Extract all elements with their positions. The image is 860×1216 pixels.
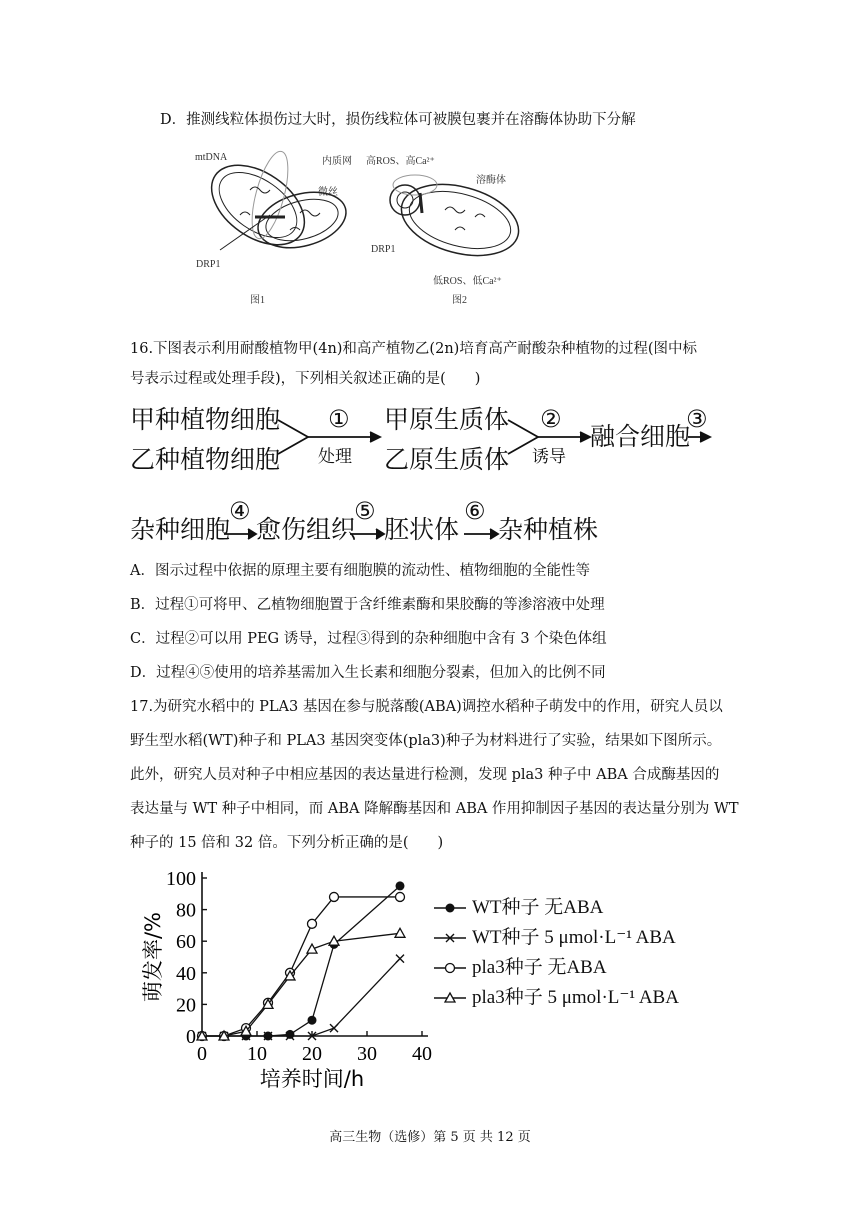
label-drp1-fig1: DRP1: [196, 259, 221, 270]
q16-option-d: D．过程④⑤使用的培养基需加入生长素和细胞分裂素，但加入的比例不同: [130, 665, 606, 681]
flow-step3: ③: [686, 405, 708, 433]
legend-marker-1: [446, 904, 455, 913]
legend-label-wt-aba: WT种子 5 μmol·L⁻¹ ABA: [472, 927, 676, 948]
flow-hybrid-plant: 杂种植株: [498, 515, 599, 544]
data-point-series-3: [330, 892, 339, 901]
page-footer: 高三生物（选修）第 5 页 共 12 页: [329, 1130, 531, 1145]
data-point-series-4: [395, 928, 405, 937]
legend-label-pla3-aba: pla3种子 5 μmol·L⁻¹ ABA: [472, 987, 679, 1008]
y-tick-label: 40: [176, 962, 196, 985]
y-axis-label: 萌发率/%: [141, 911, 165, 1003]
legend-label-wt-no-aba: WT种子 无ABA: [472, 897, 604, 918]
flow-cell-a: 甲种植物细胞: [130, 405, 281, 434]
q17-stem-line3: 此外，研究人员对种子中相应基因的表达量进行检测，发现 pla3 种子中 ABA 合成酶基因的: [130, 767, 720, 783]
germination-chart: [140, 860, 450, 1100]
y-tick-label: 80: [176, 899, 196, 922]
y-tick-label: 100: [166, 868, 196, 890]
data-point-series-1: [308, 1016, 317, 1025]
label-filament: 微丝: [318, 187, 338, 198]
q17-stem-line5: 种子的 15 倍和 32 倍。下列分析正确的是( ): [130, 835, 444, 851]
figure-2-illustration: [390, 173, 520, 268]
flow-cell-b: 乙种植物细胞: [130, 445, 281, 474]
caption-fig2: 图2: [452, 295, 467, 306]
label-mtdna: mtDNA: [195, 152, 228, 163]
flow-hybrid-cell: 杂种细胞: [130, 515, 231, 544]
series-line-2: [202, 959, 400, 1036]
label-low-ros: 低ROS、低Ca²⁺: [433, 276, 502, 287]
q16-option-a: A．图示过程中依据的原理主要有细胞膜的流动性、植物细胞的全能性等: [130, 563, 590, 579]
q17-stem-line4: 表达量与 WT 种子中相同，而 ABA 降解酶基因和 ABA 作用抑制因子基因的表达量分别为 WT: [130, 801, 739, 817]
x-tick-label: 0: [197, 1043, 207, 1065]
y-tick-label: 60: [176, 931, 196, 954]
flow-step4: ④: [229, 497, 251, 525]
x-tick-label: 10: [247, 1043, 267, 1065]
q16-stem-line1: 16.下图表示利用耐酸植物甲(4n)和高产植物乙(2n)培育高产耐酸杂种植物的过程(图中标: [130, 341, 697, 357]
q17-stem-line1: 17.为研究水稻中的 PLA3 基因在参与脱落酸(ABA)调控水稻种子萌发中的作用，研究人员以: [130, 699, 723, 715]
data-point-series-1: [396, 881, 405, 890]
chart-legend-markers: [430, 896, 470, 1016]
flow-callus: 愈伤组织: [256, 515, 357, 544]
flow-step2: ②: [540, 405, 562, 433]
flow-treat: 处理: [318, 447, 352, 467]
label-er: 内质网: [322, 156, 352, 167]
data-point-series-3: [396, 892, 405, 901]
legend-label-pla3-no-aba: pla3种子 无ABA: [472, 957, 607, 978]
flow-induce: 诱导: [532, 447, 566, 467]
flow-embryoid: 胚状体: [384, 515, 460, 544]
y-tick-label: 0: [186, 1026, 196, 1048]
label-drp1-fig2: DRP1: [371, 244, 396, 255]
series-line-1: [202, 886, 400, 1036]
q16-stem-line2: 号表示过程或处理手段)，下列相关叙述正确的是( ): [130, 371, 481, 387]
series-line-3: [202, 897, 400, 1036]
flow-step5: ⑤: [354, 497, 376, 525]
flow-arrows-row2: [220, 520, 510, 550]
q17-stem-line2: 野生型水稻(WT)种子和 PLA3 基因突变体(pla3)种子为材料进行了实验，结果如下图所示。: [130, 733, 722, 749]
flow-arrows-row1: [270, 410, 730, 480]
label-high-ros: 高ROS、高Ca²⁺: [366, 156, 435, 167]
q16-option-b: B．过程①可将甲、乙植物细胞置于含纤维素酶和果胶酶的等渗溶液中处理: [130, 597, 605, 613]
data-point-series-3: [308, 919, 317, 928]
x-tick-label: 20: [302, 1043, 322, 1065]
flow-proto-a: 甲原生质体: [384, 405, 510, 434]
q15-option-d: D．推测线粒体损伤过大时，损伤线粒体可被膜包裹并在溶酶体协助下分解: [160, 112, 636, 128]
flow-proto-b: 乙原生质体: [384, 445, 510, 474]
caption-fig1: 图1: [250, 295, 265, 306]
x-tick-label: 40: [412, 1043, 432, 1065]
flow-fused: 融合细胞: [590, 422, 691, 451]
flow-step6: ⑥: [464, 497, 486, 525]
data-point-series-1: [286, 1030, 295, 1039]
q16-option-c: C．过程②可以用 PEG 诱导，过程③得到的杂种细胞中含有 3 个染色体组: [130, 631, 607, 647]
x-tick-label: 30: [357, 1043, 377, 1065]
y-tick-label: 20: [176, 994, 196, 1017]
flow-step1: ①: [328, 405, 350, 433]
legend-marker-3: [446, 964, 455, 973]
data-point-series-2: [396, 955, 404, 963]
x-axis-label: 培养时间/h: [259, 1067, 365, 1091]
data-point-series-4: [307, 944, 317, 953]
data-point-series-2: [330, 1024, 338, 1032]
label-lysosome: 溶酶体: [476, 175, 506, 186]
